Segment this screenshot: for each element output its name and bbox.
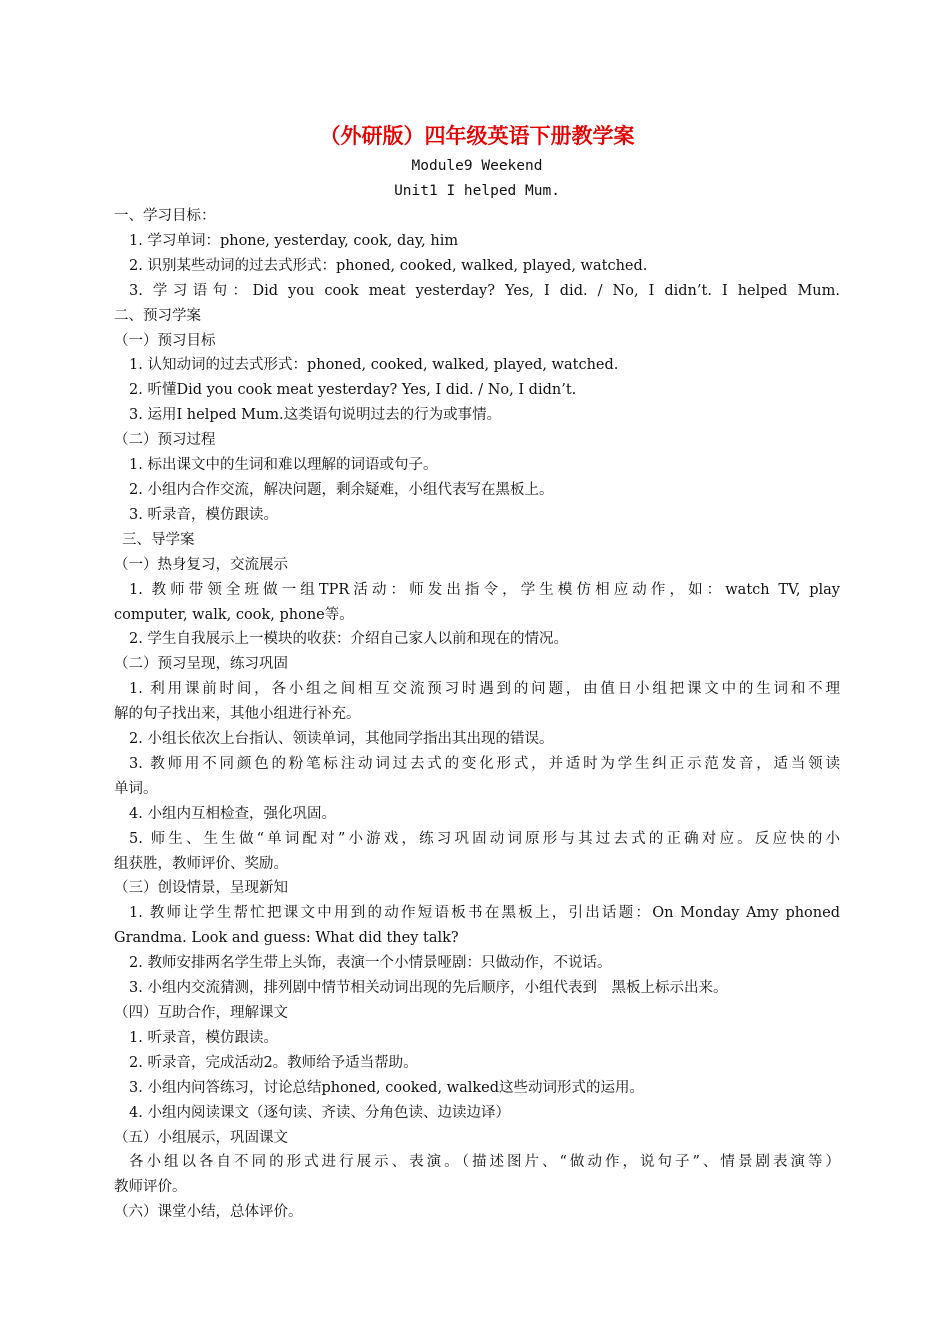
text-line: 二、预习学案 — [114, 307, 201, 324]
text-line: 1. 认知动词的过去式形式：phoned, cooked, walked, played, watched. — [129, 357, 619, 374]
text-line: Grandma. Look and guess: What did they talk? — [114, 930, 459, 947]
text-line: 教师评价。 — [114, 1179, 187, 1196]
text-line: 3. 学习语句：Did you cook meat yesterday? Yes, I did. / No, I didn’t. I helped Mum. — [129, 282, 840, 299]
text-line: 一、学习目标： — [114, 208, 216, 224]
text-line: （四）互助合作，理解课文 — [114, 1005, 288, 1021]
text-line: 3. 小组内交流猜测，排列剧中情节相关动词出现的先后顺序，小组代表到 黑板上标示出来。 — [129, 980, 728, 997]
text-line: 2. 听懂Did you cook meat yesterday? Yes, I did. / No, I didn’t. — [129, 382, 577, 399]
text-line: 2. 听录音，完成活动2。教师给予适当帮助。 — [129, 1054, 418, 1071]
text-line: 2. 教师安排两名学生带上头饰，表演一个小情景哑剧：只做动作，不说话。 — [129, 955, 612, 972]
text-line: 3. 运用I helped Mum.这类语句说明过去的行为或事情。 — [129, 407, 502, 424]
text-line: 2. 小组内合作交流，解决问题，剩余疑难，小组代表写在黑板上。 — [129, 481, 554, 498]
text-line: 三、导学案 — [122, 531, 195, 548]
text-line: （二）预习呈现，练习巩固 — [114, 656, 288, 673]
text-line: 3. 小组内问答练习，讨论总结phoned, cooked, walked这些动词形式的运用。 — [129, 1079, 645, 1096]
text-line: （六）课堂小结，总体评价。 — [114, 1204, 303, 1221]
text-line: 1. 听录音，模仿跟读。 — [129, 1029, 278, 1046]
text-line: 4. 小组内互相检查，强化巩固。 — [129, 805, 336, 822]
text-line: （三）创设情景，呈现新知 — [114, 880, 288, 897]
text-line: 2. 小组长依次上台指认、领读单词，其他同学指出其出现的错误。 — [129, 731, 554, 748]
text-line: 2. 识别某些动词的过去式形式：phoned, cooked, walked, played, watched. — [129, 257, 648, 274]
text-line: 3. 听录音，模仿跟读。 — [129, 506, 278, 523]
text-line: computer, walk, cook, phone等。 — [114, 606, 354, 623]
text-line: 1. 教师带领全班做一组TPR活动：师发出指令，学生模仿相应动作，如：watch TV, play — [129, 581, 840, 598]
text-line: 1. 利用课前时间，各小组之间相互交流预习时遇到的问题，由值日小组把课文中的生词和不理 — [129, 681, 840, 698]
text-line: 组获胜，教师评价、奖励。 — [114, 855, 288, 872]
text-line: 1. 学习单词：phone, yesterday, cook, day, him — [129, 232, 459, 249]
text-line: （二）预习过程 — [114, 432, 216, 449]
module-heading: Module9 Weekend — [411, 158, 543, 174]
text-line: （一）热身复习，交流展示 — [114, 556, 288, 573]
text-line: 3. 教师用不同颜色的粉笔标注动词过去式的变化形式，并适时为学生纠正示范发音，适当领读 — [129, 755, 840, 772]
text-line: 单词。 — [114, 780, 158, 797]
text-line: 1. 标出课文中的生词和难以理解的词语或句子。 — [129, 457, 438, 474]
document-body — [114, 204, 840, 1225]
text-line: 4. 小组内阅读课文（逐句读、齐读、分角色读、边读边译） — [129, 1104, 510, 1121]
document-page — [114, 118, 840, 1225]
document-title: （外研版）四年级英语下册教学案 — [319, 124, 635, 148]
text-line: 各小组以各自不同的形式进行展示、表演。（描述图片、“做动作，说句子”、情景剧表演等） — [129, 1154, 840, 1171]
text-line: 1. 教师让学生帮忙把课文中用到的动作短语板书在黑板上，引出话题：On Monday Amy phoned — [129, 905, 840, 922]
text-line: （五）小组展示，巩固课文 — [114, 1129, 288, 1146]
text-line: 2. 学生自我展示上一模块的收获：介绍自己家人以前和现在的情况。 — [129, 631, 568, 648]
text-line: 5. 师生、生生做“单词配对”小游戏，练习巩固动词原形与其过去式的正确对应。反应快的小 — [129, 830, 840, 847]
text-line: （一）预习目标 — [114, 332, 216, 349]
text-line: 解的句子找出来，其他小组进行补充。 — [114, 706, 361, 723]
unit-heading: Unit1 I helped Mum. — [394, 183, 560, 199]
